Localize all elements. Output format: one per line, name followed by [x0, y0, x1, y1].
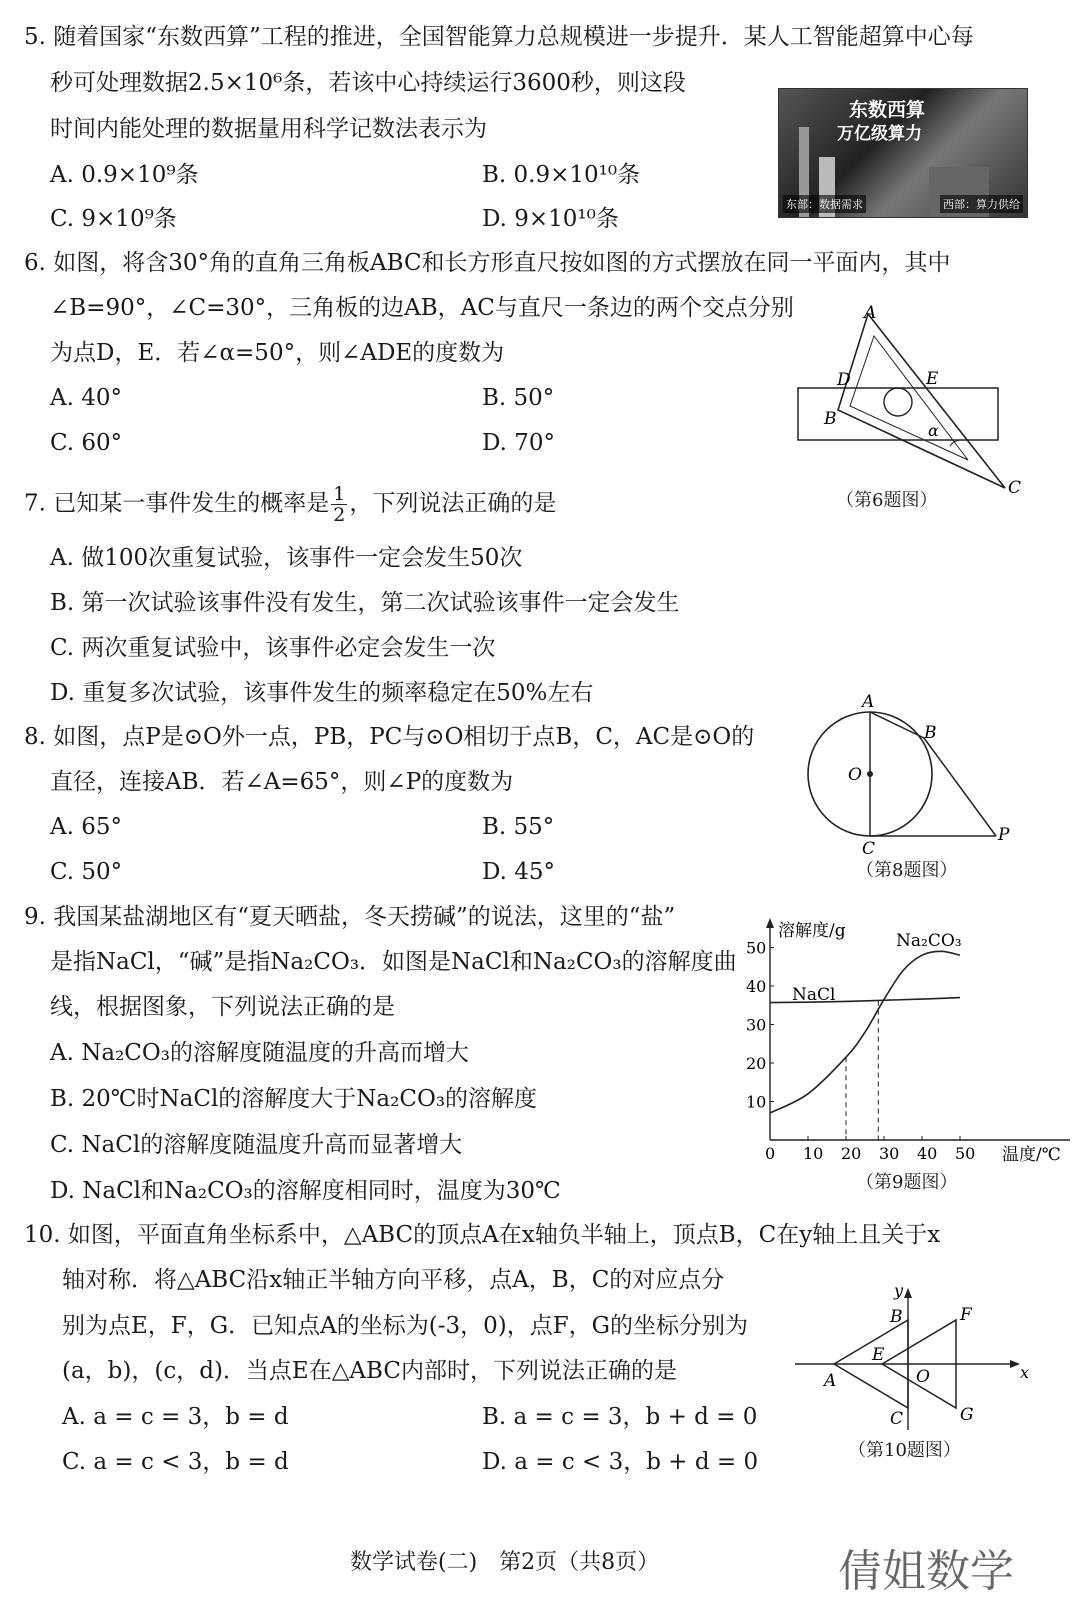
q7-option-b: B. 第一次试验该事件没有发生，第二次试验该事件一定会发生 [50, 590, 680, 616]
q10-line1: 10. 如图，平面直角坐标系中，△ABC的顶点A在x轴负半轴上，顶点B，C在y轴上且关于x [24, 1222, 941, 1248]
q8-line2: 直径，连接AB．若∠A=65°，则∠P的度数为 [50, 769, 514, 795]
y-tick-label: 10 [746, 1092, 767, 1112]
x-tick-label: 0 [765, 1144, 776, 1163]
page-footer: 数学试卷(二) 第2页（共8页） [350, 1550, 660, 1575]
x-axis-label: 温度/℃ [1002, 1145, 1061, 1165]
label-o: O [848, 765, 862, 785]
q9-option-a: A. Na₂CO₃的溶解度随温度的升高而增大 [50, 1040, 469, 1066]
q10-caption: （第10题图） [848, 1440, 961, 1461]
y-arrow [904, 1288, 912, 1298]
x-tick-label: 20 [841, 1144, 862, 1163]
photo-left-label: 东部：数据需求 [783, 195, 866, 213]
q7-option-d: D. 重复多次试验，该事件发生的频率稳定在50%左右 [50, 680, 594, 706]
label-g: G [960, 1405, 974, 1425]
q6-caption: （第6题图） [836, 490, 938, 511]
photo-right-label: 西部：算力供给 [940, 195, 1023, 213]
q10-option-b: B. a = c = 3，b + d = 0 [482, 1404, 758, 1430]
chord-ab [870, 712, 924, 738]
photo-title-2: 万亿级算力 [837, 124, 922, 144]
y-tick-label: 20 [746, 1054, 767, 1073]
q5-photo [778, 88, 1028, 218]
label-alpha: α [928, 421, 939, 440]
series-label-nacl: NaCl [792, 985, 836, 1005]
label-b: B [824, 409, 837, 429]
triangle-inner [850, 336, 968, 460]
q7-frac-num: 1 [333, 483, 346, 505]
q10-line2: 轴对称．将△ABC沿x轴正半轴方向平移，点A，B，C的对应点分 [62, 1267, 725, 1293]
q10-figure [790, 1280, 1030, 1440]
x-tick-label: 40 [917, 1144, 938, 1163]
q9-chart [740, 910, 1076, 1170]
series-line-na2co3 [770, 951, 960, 1113]
q6-option-b: B. 50° [482, 385, 555, 411]
q8-line1: 8. 如图，点P是⊙O外一点，PB，PC与⊙O相切于点B，C，AC是⊙O的 [24, 724, 755, 750]
label-x: x [1020, 1363, 1030, 1382]
q9-option-b: B. 20℃时NaCl的溶解度大于Na₂CO₃的溶解度 [50, 1086, 538, 1112]
series-label-na2co3: Na₂CO₃ [896, 931, 962, 951]
q5-option-c: C. 9×10⁹条 [50, 206, 177, 232]
q9-caption: （第9题图） [856, 1172, 958, 1193]
x-tick-label: 10 [803, 1144, 824, 1163]
q10-line3: 别为点E，F，G．已知点A的坐标为(-3，0)，点F，G的坐标分别为 [62, 1313, 749, 1339]
q5-line2: 秒可处理数据2.5×10⁶条，若该中心持续运行3600秒，则这段 [50, 70, 686, 96]
label-a: A [824, 1371, 837, 1391]
q7-stem-post: ，下列说法正确的是 [349, 490, 557, 517]
q7-option-a: A. 做100次重复试验，该事件一定会发生50次 [50, 545, 523, 571]
center-dot [867, 771, 873, 777]
label-f: F [960, 1305, 972, 1325]
x-tick-label: 30 [879, 1144, 900, 1163]
q8-caption: （第8题图） [856, 860, 958, 881]
q7-fraction [331, 484, 347, 525]
label-a: A [864, 303, 877, 323]
q5-option-b: B. 0.9×10¹⁰条 [482, 162, 641, 188]
q10-option-c: C. a = c < 3，b = d [62, 1449, 289, 1475]
label-o: O [916, 1367, 930, 1387]
q6-option-a: A. 40° [50, 385, 122, 411]
label-c: C [890, 1409, 904, 1429]
q6-option-d: D. 70° [482, 430, 556, 456]
label-c: C [862, 839, 876, 859]
q6-line2: ∠B=90°，∠C=30°，三角板的边AB，AC与直尺一条边的两个交点分别 [50, 295, 794, 321]
q9-line1: 9. 我国某盐湖地区有“夏天晒盐，冬天捞碱”的说法，这里的“盐” [24, 904, 676, 930]
triangle-abc [838, 314, 1005, 488]
label-a: A [862, 692, 875, 712]
y-tick-label: 50 [746, 938, 767, 958]
label-b: B [890, 1307, 903, 1327]
q9-option-d: D. NaCl和Na₂CO₃的溶解度相同时，温度为30℃ [50, 1178, 561, 1204]
q10-line4: (a，b)，(c，d)．当点E在△ABC内部时，下列说法正确的是 [62, 1358, 677, 1384]
y-axis-label: 溶解度/g [778, 921, 846, 941]
q9-option-c: C. NaCl的溶解度随温度升高而显著增大 [50, 1132, 463, 1158]
q8-option-d: D. 45° [482, 859, 556, 885]
y-tick-label: 40 [746, 977, 767, 996]
q8-option-a: A. 65° [50, 814, 122, 840]
label-d: D [837, 370, 851, 390]
label-e: E [872, 1345, 885, 1365]
q8-option-b: B. 55° [482, 814, 555, 840]
label-e: E [926, 369, 939, 389]
label-y: y [894, 1281, 904, 1300]
photo-title-1: 东数西算 [849, 99, 926, 121]
tangent-pb [924, 738, 996, 836]
q10-option-a: A. a = c = 3，b = d [62, 1404, 289, 1430]
q9-line2: 是指NaCl，“碱”是指Na₂CO₃．如图是NaCl和Na₂CO₃的溶解度曲 [50, 949, 737, 975]
q10-option-d: D. a = c < 3，b + d = 0 [482, 1449, 759, 1475]
x-tick-label: 50 [955, 1144, 976, 1163]
label-b: B [924, 723, 937, 743]
q6-option-c: C. 60° [50, 430, 123, 456]
q7-line1 [24, 484, 556, 525]
label-p: P [998, 825, 1010, 845]
q7-frac-den: 2 [333, 504, 346, 526]
q5-option-d: D. 9×10¹⁰条 [482, 206, 619, 232]
y-arrow [766, 918, 774, 928]
q5-line3: 时间内能处理的数据量用科学记数法表示为 [50, 116, 487, 142]
q7-option-c: C. 两次重复试验中，该事件必定会发生一次 [50, 635, 496, 661]
y-tick-label: 30 [746, 1015, 767, 1035]
watermark: 倩姐数学 [838, 1546, 1014, 1597]
q6-figure [790, 298, 1030, 508]
q7-stem-pre: 7. 已知某一事件发生的概率是 [24, 490, 330, 517]
triangle-hole [884, 388, 912, 416]
q8-option-c: C. 50° [50, 859, 123, 885]
q9-line3: 线，根据图象，下列说法正确的是 [50, 994, 395, 1020]
q6-line3: 为点D，E．若∠α=50°，则∠ADE的度数为 [50, 340, 505, 366]
label-c: C [1008, 478, 1022, 498]
dashed-guides [846, 1001, 878, 1140]
q5-line1: 5. 随着国家“东数西算”工程的推进，全国智能算力总规模进一步提升．某人工智能超算中心每 [24, 24, 974, 50]
q5-option-a: A. 0.9×10⁹条 [50, 162, 199, 188]
q8-figure [800, 690, 1030, 860]
q6-line1: 6. 如图，将含30°角的直角三角板ABC和长方形直尺按如图的方式摆放在同一平面内，其中 [24, 250, 951, 276]
x-arrow [1010, 1360, 1020, 1368]
